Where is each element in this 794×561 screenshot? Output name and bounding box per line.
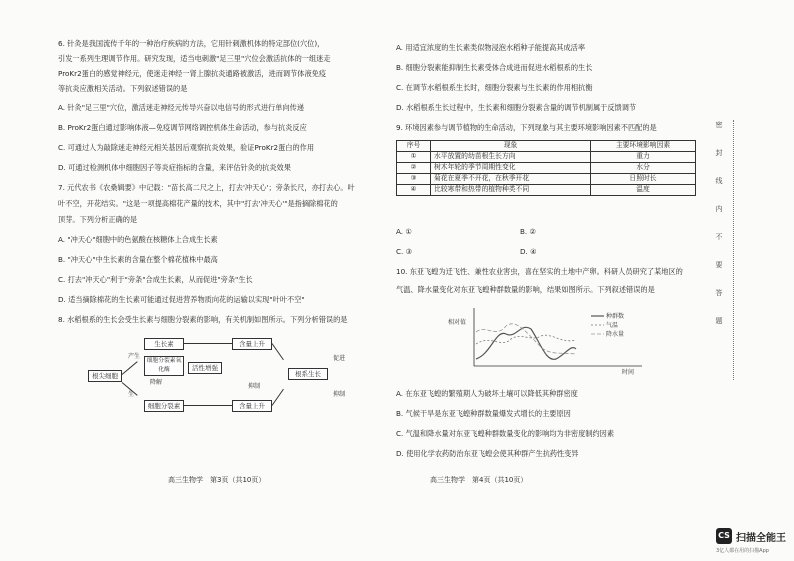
q7-line1: 7. 元代农书《农桑辑要》中记载："苗长高二尺之上，打去'冲天心'；旁条长尺，亦打去心。叶 [58, 183, 355, 192]
q10-figure [446, 304, 646, 376]
legend-rainfall: 降水量 [606, 331, 625, 338]
camscanner-tagline: 3亿人都在用的扫描App [716, 548, 769, 554]
arrow-cyto-up [184, 405, 232, 406]
hormone-diagram [88, 334, 348, 424]
legend-temperature: 气温 [606, 322, 619, 329]
q10-option-c: C. 气温和降水量对东亚飞蝗种群数量变化的影响均为非密度制约因素 [396, 429, 615, 438]
diagram-root-cell: 根尖细胞 [88, 370, 122, 382]
legend-population: 种群数 [606, 313, 625, 320]
diagram-auxin: 生长素 [144, 338, 184, 350]
arrow-cyto-to-root [272, 389, 284, 406]
q7-option-b: B. "冲天心"中生长素的含量在整个棉花植株中最高 [58, 255, 218, 264]
diagram-cyto-up: 含量上升 [232, 400, 272, 412]
right-column [396, 40, 696, 510]
diagram-cytokinin: 细胞分裂素 [144, 400, 184, 412]
diagram-oxidase: 细胞分裂素氧化酶 [144, 356, 184, 376]
q9-table [396, 140, 696, 196]
q6-line3: ProKr2蛋白的感觉神经元，使迷走神经一肾上腺抗炎通路被激活，进而调节体液免疫 [58, 69, 327, 78]
diagram-label-produce: 产生 [128, 353, 141, 360]
diagram-degrade: 降解 [150, 379, 163, 386]
diagram-auxin-up: 含量上升 [232, 338, 272, 350]
diagram-inhibit: 抑制 [248, 383, 261, 390]
q10-option-a: A. 在东亚飞蝗的繁殖期人为破坏土壤可以降低其种群密度 [396, 389, 578, 398]
table-row [397, 152, 696, 163]
table-cell: 重力 [591, 152, 696, 163]
table-head-no: 序号 [397, 141, 431, 152]
arrow-to-root [272, 343, 284, 360]
camscanner-name: 扫描全能王 [736, 533, 786, 544]
q10-option-b: B. 气候干旱是东亚飞蝗种群数量爆发式增长的主要原因 [396, 409, 571, 418]
q10-line2: 气温、降水量变化对东亚飞蝗种群数量的影响，结果如图所示。下列叙述错误的是 [396, 285, 655, 294]
table-head-factor: 主要环境影响因素 [591, 141, 696, 152]
seal-char: 答 [715, 289, 723, 297]
seal-char: 内 [715, 205, 723, 213]
q10-chart [446, 304, 646, 376]
diagram-label-b: 抑制 [333, 391, 346, 398]
x-axis-label: 时间 [622, 369, 635, 376]
seal-char: 题 [715, 317, 723, 325]
q8-option-b: B. 细胞分裂素能抑制生长素受体合成进而促进水稻根系的生长 [396, 63, 593, 72]
q6-line2: 引发一系列生理调节作用。研究发现，适当电刺激"足三里"穴位会激活抗体的一组迷走 [58, 54, 331, 63]
table-header-row [397, 141, 696, 152]
series-rainfall [476, 324, 576, 354]
left-column [58, 40, 376, 510]
q7-line2: 叶不空，开花结实。"这是一项提高棉花产量的技术，其中"打去'冲天心'"是指摘除棉花的 [58, 199, 338, 208]
q8-option-d: D. 水稻根系生长过程中，生长素和细胞分裂素含量的调节机制属于反馈调节 [396, 103, 637, 112]
seal-line-band [712, 120, 726, 380]
table-cell: 日照时长 [591, 174, 696, 185]
arrow-to-auxin [122, 361, 138, 375]
table-row [397, 163, 696, 174]
camscanner-icon: CS [716, 528, 732, 544]
q10-option-d: D. 使用化学农药防治东亚飞蝗会使其种群产生抗药性变异 [396, 449, 579, 458]
table-cell: 温度 [591, 185, 696, 196]
table-head-phenomenon: 现象 [431, 141, 591, 152]
table-cell: ④ [397, 185, 431, 196]
table-cell: 树木年轮的季节周期性变化 [431, 163, 591, 174]
q9-option-c: C. ③ [396, 247, 413, 256]
table-cell: 水平放置的幼苗根生长方向 [431, 152, 591, 163]
seal-char: 不 [715, 233, 723, 241]
q7-option-a: A. "冲天心"细胞中的色氨酸在核糖体上合成生长素 [58, 235, 218, 244]
q9-option-d: D. ④ [520, 247, 537, 256]
footer-page4: 高三生物学 第4页（共10页） [430, 476, 528, 484]
diagram-root-growth: 根系生长 [288, 368, 328, 380]
q7-line3: 顶芽。下列分析正确的是 [58, 215, 138, 224]
q7-option-c: C. 打去"冲天心"利于"旁条"合成生长素，从而促进"旁条"生长 [58, 275, 253, 284]
table-cell: ② [397, 163, 431, 174]
table-cell: ③ [397, 174, 431, 185]
table-row [397, 185, 696, 196]
table-row [397, 174, 696, 185]
seal-char: 密 [715, 121, 723, 129]
q10-line1: 10. 东亚飞蝗为迁飞性、兼性农业害虫，喜在坚实的土地中产卵。科研人员研究了某地区的 [396, 267, 683, 276]
seal-char: 封 [715, 149, 723, 157]
table-cell: ① [397, 152, 431, 163]
arrow-auxin-up [184, 343, 232, 344]
q6-option-c: C. 可通过人为敲除迷走神经元相关基因后观察抗炎效果，验证ProKr2蛋白的作用 [58, 143, 315, 152]
seal-char: 线 [715, 177, 723, 185]
q8-option-a: A. 用适宜浓度的生长素类似物浸泡水稻种子能提高其成活率 [396, 43, 586, 52]
q9-option-a: A. ① [396, 227, 412, 236]
q9-option-b: B. ② [520, 227, 536, 236]
q8-option-c: C. 在调节水稻根系生长时，细胞分裂素与生长素的作用相抗衡 [396, 83, 593, 92]
q8-line1: 8. 水稻根系的生长会受生长素与细胞分裂素的影响，有关机制如图所示。下列分析错误的是 [58, 315, 348, 324]
seal-char: 要 [715, 261, 723, 269]
q6-line1: 6. 针灸是我国流传千年的一种治疗疾病的方法，它用针刺激机体的特定部位(穴位)， [58, 39, 325, 48]
table-cell: 水分 [591, 163, 696, 174]
q6-option-d: D. 可通过检测机体中细胞因子等炎症指标的含量，来评估针灸的抗炎效果 [58, 163, 291, 172]
series-temperature [476, 335, 576, 344]
q9-line1: 9. 环境因素参与调节植物的生命活动，下列现象与其主要环境影响因素不匹配的是 [396, 123, 657, 132]
y-axis-label: 相对值 [448, 319, 467, 326]
footer-page3: 高三生物学 第3页（共10页） [168, 476, 266, 484]
q6-option-a: A. 针灸"足三里"穴位，激活迷走神经元传导兴奋以电信号的形式进行单向传递 [58, 103, 304, 112]
q7-option-d: D. 适当摘除棉花的生长素可能通过促进营养物质向花的运输以实现"叶叶不空" [58, 295, 305, 304]
diagram-label-sheng: 生 [128, 391, 135, 398]
table-cell: 菊花在夏季不开花，在秋季开花 [431, 174, 591, 185]
table-cell: 比较寒带和热带的植物种类不同 [431, 185, 591, 196]
diagram-label-a: 促进 [333, 355, 346, 362]
seal-dotted-line [733, 120, 735, 380]
diagram-enzyme-activity: 活性增强 [188, 362, 222, 374]
q6-line4: 等抗炎应激相关活动。下列叙述错误的是 [58, 84, 188, 93]
q6-option-b: B. ProKr2蛋白通过影响体液—免疫调节网络调控机体生命活动，参与抗炎反应 [58, 123, 307, 132]
